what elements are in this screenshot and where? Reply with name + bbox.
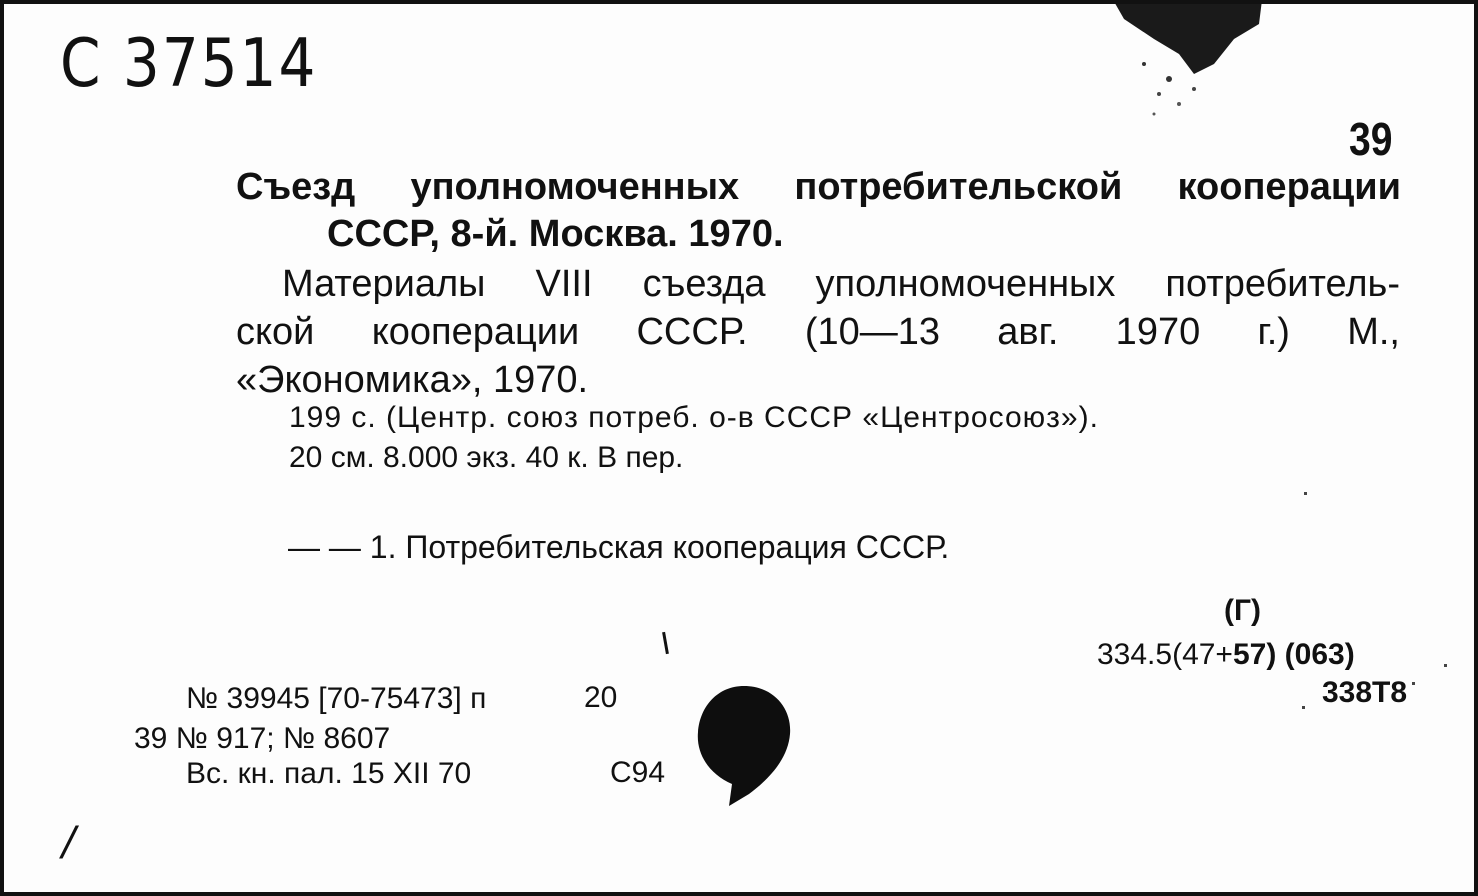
ink-stain <box>1084 0 1264 134</box>
udc-index-regular: 334.5(47+ <box>1097 638 1233 671</box>
dust-speck <box>1302 706 1305 709</box>
print-info-code-2: С94 <box>610 756 666 789</box>
pen-mark: / <box>62 819 76 865</box>
print-info-line-1: № 39945 [70-75473] п <box>186 682 487 715</box>
bbk-index: 338Т8 <box>1322 676 1408 709</box>
heading-continuation: СССР, 8-й. Москва. 1970. <box>327 213 784 255</box>
card-number: 39 <box>1349 113 1393 165</box>
subject-heading: — — 1. Потребительская кооперация СССР. <box>288 529 950 565</box>
dust-speck <box>1444 664 1447 667</box>
udc-index-bold: 57) (063) <box>1232 638 1355 671</box>
udc-index <box>1097 638 1355 672</box>
heading-author-line: Съезд уполномоченных потребительской кооперации <box>236 166 1401 208</box>
physical-description-line-1: 199 с. (Центр. союз потреб. о-в СССР «Центросоюз»). <box>289 401 1099 434</box>
publisher-line: «Экономика», 1970. <box>236 359 589 401</box>
ink-blot <box>694 684 794 809</box>
classification-mark: (Г) <box>1224 594 1261 627</box>
handwritten-call-number: C 37514 <box>60 24 318 103</box>
print-info-line-2: 39 № 917; № 8607 <box>134 722 391 755</box>
print-info-line-3: Вс. кн. пал. 15 XII 70 <box>186 757 472 790</box>
pen-tick-mark <box>662 632 669 654</box>
title-line-2: ской кооперации СССР. (10—13 авг. 1970 г.) М., <box>236 311 1400 353</box>
physical-description-line-2: 20 см. 8.000 экз. 40 к. В пер. <box>289 441 684 474</box>
dust-speck <box>1304 492 1307 495</box>
dust-speck <box>1412 682 1415 685</box>
print-info-code-1: 20 <box>584 681 618 714</box>
title-line-1: Материалы VIII съезда уполномоченных потребитель- <box>282 263 1400 305</box>
